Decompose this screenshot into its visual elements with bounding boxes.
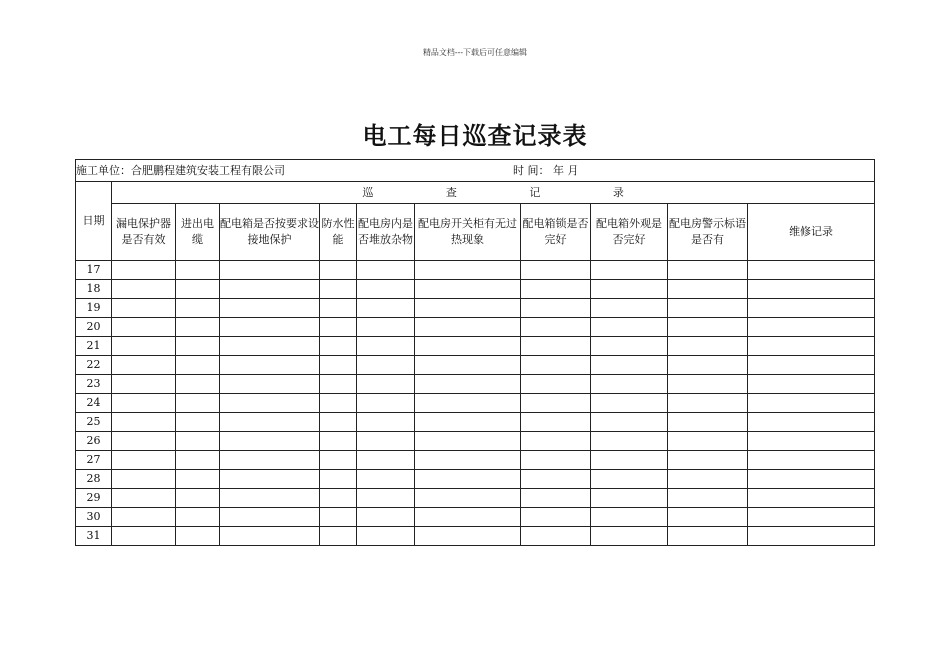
table-row: [76, 375, 875, 394]
entry-cell[interactable]: [220, 318, 320, 337]
table-row: [76, 394, 875, 413]
entry-cell[interactable]: [112, 375, 176, 394]
table-row: [76, 508, 875, 527]
entry-cell[interactable]: [668, 451, 748, 470]
table-row: [76, 432, 875, 451]
entry-cell[interactable]: [521, 413, 591, 432]
entry-cell[interactable]: [748, 451, 875, 470]
entry-cell[interactable]: [521, 527, 591, 546]
table-row: [76, 527, 875, 546]
entry-cell[interactable]: [357, 280, 415, 299]
construction-unit: 施工单位：合肥鹏程建筑安装工程有限公司: [76, 164, 285, 177]
entry-cell[interactable]: [176, 451, 220, 470]
entry-cell[interactable]: [521, 470, 591, 489]
entry-cell[interactable]: [415, 508, 521, 527]
entry-cell[interactable]: [320, 280, 357, 299]
entry-cell[interactable]: [112, 527, 176, 546]
entry-cell[interactable]: [415, 432, 521, 451]
entry-cell[interactable]: [521, 508, 591, 527]
entry-cell[interactable]: [668, 337, 748, 356]
entry-cell[interactable]: [176, 356, 220, 375]
entry-cell[interactable]: [357, 337, 415, 356]
entry-cell[interactable]: [320, 299, 357, 318]
entry-cell[interactable]: [668, 356, 748, 375]
entry-cell[interactable]: [176, 508, 220, 527]
entry-cell[interactable]: [415, 394, 521, 413]
entry-cell[interactable]: [357, 394, 415, 413]
entry-cell[interactable]: [357, 470, 415, 489]
entry-cell[interactable]: [112, 337, 176, 356]
entry-cell[interactable]: [668, 280, 748, 299]
table-row: [76, 318, 875, 337]
column-header-row: [76, 204, 875, 261]
time-field: 时 间： 年 月: [513, 164, 579, 177]
entry-cell[interactable]: [320, 489, 357, 508]
entry-cell[interactable]: [748, 318, 875, 337]
entry-cell[interactable]: [415, 280, 521, 299]
entry-cell[interactable]: [320, 451, 357, 470]
entry-cell[interactable]: [748, 356, 875, 375]
entry-cell[interactable]: [748, 280, 875, 299]
day-cell: 20: [76, 318, 112, 337]
entry-cell[interactable]: [521, 280, 591, 299]
day-cell: 26: [76, 432, 112, 451]
entry-cell[interactable]: [668, 261, 748, 280]
entry-cell[interactable]: [176, 470, 220, 489]
entry-cell[interactable]: [112, 432, 176, 451]
entry-cell[interactable]: [748, 261, 875, 280]
table-row: [76, 470, 875, 489]
entry-cell[interactable]: [591, 508, 668, 527]
table-row: [76, 413, 875, 432]
info-row: [76, 160, 875, 182]
entry-cell[interactable]: [591, 318, 668, 337]
entry-cell[interactable]: [591, 432, 668, 451]
table-row: [76, 280, 875, 299]
entry-cell[interactable]: [220, 299, 320, 318]
entry-cell[interactable]: [357, 356, 415, 375]
entry-cell[interactable]: [668, 470, 748, 489]
entry-cell[interactable]: [176, 280, 220, 299]
entry-cell[interactable]: [591, 451, 668, 470]
entry-cell[interactable]: [357, 318, 415, 337]
entry-cell[interactable]: [176, 318, 220, 337]
entry-cell[interactable]: [320, 508, 357, 527]
entry-cell[interactable]: [591, 299, 668, 318]
entry-cell[interactable]: [220, 451, 320, 470]
entry-cell[interactable]: [220, 413, 320, 432]
entry-cell[interactable]: [176, 527, 220, 546]
table-row: [76, 451, 875, 470]
entry-cell[interactable]: [112, 413, 176, 432]
entry-cell[interactable]: [521, 356, 591, 375]
col-box-grounding: 配电箱是否按要求设接地保护: [220, 204, 320, 261]
col-repair-record: 维修记录: [748, 204, 875, 261]
entry-cell[interactable]: [176, 299, 220, 318]
entry-cell[interactable]: [320, 261, 357, 280]
inspection-table: [75, 159, 875, 546]
entry-cell[interactable]: [668, 432, 748, 451]
entry-cell[interactable]: [320, 470, 357, 489]
entry-cell[interactable]: [357, 451, 415, 470]
entry-cell[interactable]: [591, 261, 668, 280]
day-cell: 17: [76, 261, 112, 280]
inspection-record-header: [112, 182, 875, 204]
entry-cell[interactable]: [220, 432, 320, 451]
entry-cell[interactable]: [320, 337, 357, 356]
entry-cell[interactable]: [748, 299, 875, 318]
span-char: 记: [529, 185, 541, 199]
entry-cell[interactable]: [415, 299, 521, 318]
entry-cell[interactable]: [415, 489, 521, 508]
col-waterproof: 防水性能: [320, 204, 357, 261]
entry-cell[interactable]: [176, 489, 220, 508]
col-room-clutter: 配电房内是否堆放杂物: [357, 204, 415, 261]
col-box-lock: 配电箱锁是否完好: [521, 204, 591, 261]
entry-cell[interactable]: [112, 508, 176, 527]
day-cell: 24: [76, 394, 112, 413]
entry-cell[interactable]: [112, 299, 176, 318]
entry-cell[interactable]: [521, 375, 591, 394]
entry-cell[interactable]: [591, 394, 668, 413]
entry-cell[interactable]: [357, 527, 415, 546]
entry-cell[interactable]: [320, 375, 357, 394]
entry-cell[interactable]: [357, 375, 415, 394]
entry-cell[interactable]: [320, 432, 357, 451]
day-cell: 25: [76, 413, 112, 432]
span-char: 巡: [362, 185, 374, 199]
day-cell: 27: [76, 451, 112, 470]
entry-cell[interactable]: [320, 394, 357, 413]
entry-cell[interactable]: [591, 527, 668, 546]
entry-cell[interactable]: [748, 432, 875, 451]
entry-cell[interactable]: [320, 356, 357, 375]
entry-cell[interactable]: [220, 280, 320, 299]
table-row: [76, 356, 875, 375]
entry-cell[interactable]: [112, 318, 176, 337]
span-header-row: [76, 182, 875, 204]
span-char: 查: [445, 185, 457, 199]
day-cell: 23: [76, 375, 112, 394]
entry-cell[interactable]: [521, 489, 591, 508]
entry-cell[interactable]: [748, 470, 875, 489]
col-leakage-protector: 漏电保护器是否有效: [112, 204, 176, 261]
entry-cell[interactable]: [591, 337, 668, 356]
entry-cell[interactable]: [415, 356, 521, 375]
entry-cell[interactable]: [357, 508, 415, 527]
day-cell: 19: [76, 299, 112, 318]
header-note: 精品文档---下载后可任意编辑: [422, 48, 528, 57]
entry-cell[interactable]: [591, 470, 668, 489]
entry-cell[interactable]: [220, 337, 320, 356]
entry-cell[interactable]: [220, 470, 320, 489]
entry-cell[interactable]: [521, 337, 591, 356]
col-warning-signs: 配电房警示标语是否有: [668, 204, 748, 261]
entry-cell[interactable]: [668, 318, 748, 337]
entry-cell[interactable]: [112, 489, 176, 508]
entry-cell[interactable]: [668, 394, 748, 413]
entry-cell[interactable]: [591, 413, 668, 432]
entry-cell[interactable]: [112, 394, 176, 413]
entry-cell[interactable]: [591, 489, 668, 508]
entry-cell[interactable]: [357, 489, 415, 508]
entry-cell[interactable]: [112, 470, 176, 489]
entry-cell[interactable]: [112, 451, 176, 470]
entry-cell[interactable]: [357, 261, 415, 280]
entry-cell[interactable]: [748, 489, 875, 508]
entry-cell[interactable]: [357, 413, 415, 432]
entry-cell[interactable]: [521, 432, 591, 451]
col-cable-inout: 进出电缆: [176, 204, 220, 261]
entry-cell[interactable]: [748, 394, 875, 413]
entry-cell[interactable]: [220, 261, 320, 280]
day-cell: 31: [76, 527, 112, 546]
day-cell: 22: [76, 356, 112, 375]
day-cell: 29: [76, 489, 112, 508]
entry-cell[interactable]: [176, 375, 220, 394]
entry-cell[interactable]: [176, 394, 220, 413]
entry-cell[interactable]: [320, 527, 357, 546]
entry-cell[interactable]: [415, 413, 521, 432]
entry-cell[interactable]: [748, 508, 875, 527]
table-row: [76, 261, 875, 280]
entry-cell[interactable]: [415, 261, 521, 280]
entry-cell[interactable]: [415, 470, 521, 489]
entry-cell[interactable]: [220, 394, 320, 413]
entry-cell[interactable]: [668, 375, 748, 394]
day-cell: 21: [76, 337, 112, 356]
entry-cell[interactable]: [748, 375, 875, 394]
entry-cell[interactable]: [176, 261, 220, 280]
entry-cell[interactable]: [748, 413, 875, 432]
entry-cell[interactable]: [415, 375, 521, 394]
table-row: [76, 299, 875, 318]
entry-cell[interactable]: [112, 261, 176, 280]
entry-cell[interactable]: [176, 413, 220, 432]
entry-cell[interactable]: [521, 261, 591, 280]
entry-cell[interactable]: [668, 527, 748, 546]
entry-cell[interactable]: [521, 299, 591, 318]
entry-cell[interactable]: [357, 299, 415, 318]
entry-cell[interactable]: [591, 280, 668, 299]
entry-cell[interactable]: [668, 508, 748, 527]
entry-cell[interactable]: [748, 527, 875, 546]
day-cell: 18: [76, 280, 112, 299]
day-cell: 30: [76, 508, 112, 527]
entry-cell[interactable]: [320, 413, 357, 432]
entry-cell[interactable]: [668, 489, 748, 508]
entry-cell[interactable]: [668, 413, 748, 432]
entry-cell[interactable]: [176, 432, 220, 451]
date-header: 日期: [76, 182, 112, 261]
document-title: 电工每日巡查记录表: [362, 121, 588, 150]
entry-cell[interactable]: [591, 375, 668, 394]
entry-cell[interactable]: [220, 375, 320, 394]
entry-cell[interactable]: [415, 337, 521, 356]
entry-cell[interactable]: [112, 280, 176, 299]
span-char: 录: [612, 185, 624, 199]
day-cell: 28: [76, 470, 112, 489]
entry-cell[interactable]: [220, 356, 320, 375]
entry-cell[interactable]: [415, 527, 521, 546]
entry-cell[interactable]: [748, 337, 875, 356]
entry-cell[interactable]: [320, 318, 357, 337]
entry-cell[interactable]: [521, 394, 591, 413]
col-switchgear-overheat: 配电房开关柜有无过热现象: [415, 204, 521, 261]
entry-cell[interactable]: [521, 451, 591, 470]
entry-cell[interactable]: [220, 489, 320, 508]
entry-cell[interactable]: [220, 527, 320, 546]
col-box-appearance: 配电箱外观是否完好: [591, 204, 668, 261]
entry-cell[interactable]: [112, 356, 176, 375]
entry-cell[interactable]: [415, 318, 521, 337]
entry-cell[interactable]: [591, 356, 668, 375]
table-row: [76, 489, 875, 508]
entry-cell[interactable]: [415, 451, 521, 470]
entry-cell[interactable]: [668, 299, 748, 318]
table-row: [76, 337, 875, 356]
entry-cell[interactable]: [521, 318, 591, 337]
entry-cell[interactable]: [357, 432, 415, 451]
entry-cell[interactable]: [220, 508, 320, 527]
entry-cell[interactable]: [176, 337, 220, 356]
